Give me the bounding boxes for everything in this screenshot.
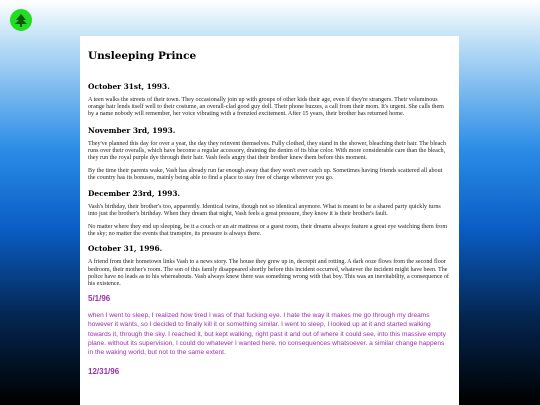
entry-paragraph: A friend from their hometown links Vash to a news story. The house they grew up in, decrepit and rotting. A dark ooze flows from the second floor bedroom, their mother's room. The son of this family disappeared shortly before this incident occurred, whatever the incident might have been. The police have no leads as to his whereabouts. Vash always knew there was something wrong with that boy. This was an inevitability, a consequence of his existence. xyxy=(88,259,449,288)
entry-date: October 31st, 1993. xyxy=(88,82,170,91)
journal-entry xyxy=(88,367,451,376)
entry-paragraph: A teen walks the streets of their town. They occasionally join up with groups of other kids their age, even if they're strangers. Their voluminous orange hair lends itself well to their costume, an overall-clad good guy doll. Their phone buzzes, a call from their mom. It's urgent. She calls them by a name nobody will remember, her voice vibrating with a frenzied excitement. After 15 years, their brother has returned home. xyxy=(88,97,444,118)
entry xyxy=(88,189,451,239)
tree-icon xyxy=(13,12,29,28)
entry-paragraph: Vash's birthday, their brother's too, apparently. Identical twins, though not so identical anymore. What is meant to be a shared party quickly turns into just the brother's birthday. When they dream that night, Vash feels a great pressure, they know it is their brother's fault. xyxy=(88,203,441,217)
journal-date: 5/1/96 xyxy=(88,294,111,304)
entry-paragraph: No matter where they end up sleeping, be it a couch or an air mattress or a guest room, their dreams always feature a great eye watching them from the sky; no matter the events that transpire, its pressure is always there. xyxy=(88,224,448,238)
journal-text: when I went to sleep, I realized how tired I was of that fucking eye. I hate the way it makes me go through my dreams however it wants, so I decided to finally kill it or something similar. I went to sleep, I looked up at it and started walking towards it, through the sky. I reached it, but kept walking, right past it and out of where it could see, into this massive empty plane. without its supervision, I could do whatever I wanted here, no consequences whatsoever. a similar change happens in the waking world, but not to the same extent. xyxy=(88,312,446,357)
site-logo-tree-icon[interactable] xyxy=(10,9,32,31)
journal-date: 12/31/96 xyxy=(88,367,120,377)
document-page xyxy=(80,36,459,405)
entry xyxy=(88,126,451,183)
entry-paragraph: By the time their parents wake, Vash has already run far enough away that they won't ever catch up. Sometimes having friends scattered all about the country has its bonuses, mainly being able to find a place to stay free of charge wherever you go. xyxy=(88,168,443,182)
entry-date: October 31, 1996. xyxy=(88,244,163,254)
entry-date: November 3rd, 1993. xyxy=(88,125,176,135)
entry xyxy=(88,244,451,288)
entry-date: December 23rd, 1993. xyxy=(88,188,181,198)
entry xyxy=(88,82,451,119)
page-title: Unsleeping Prince xyxy=(88,50,197,62)
entry-paragraph: They've planned this day for over a year, the day they reinvent themselves. Fully clothed, they stand in the shower, bleaching their hair. The bleach runs over their overalls, which have become a regular accessory, draining the denim of its blue color. With more considerable care than the bleach, they run the royal purple dye through their hair. Vash feels angry that their brother knew them before this moment. xyxy=(88,140,447,162)
journal-entry xyxy=(88,294,451,357)
